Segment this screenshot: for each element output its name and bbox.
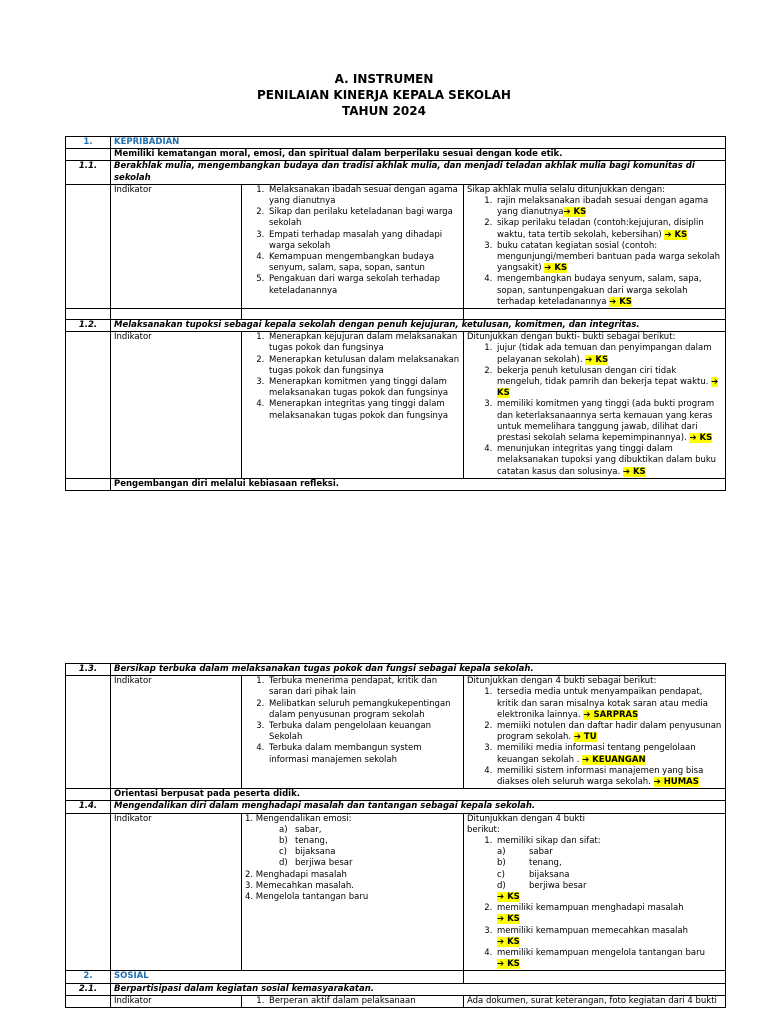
- indicator-list: [242, 813, 464, 971]
- responsible-tag: ➔ KS: [689, 433, 713, 444]
- evidence-cell: [464, 184, 726, 308]
- subsection-row: [66, 801, 726, 813]
- list-item: 3. Memecahkan masalah.: [245, 880, 355, 891]
- evidence-cell: [464, 813, 726, 971]
- responsible-tag: ➔ KS: [497, 377, 719, 399]
- section-header-row: [66, 137, 726, 149]
- section-title: SOSIAL: [111, 971, 464, 983]
- indicator-label: Indikator: [111, 184, 242, 308]
- subsection-title: Mengendalikan diri dalam menghadapi masalah dan tantangan sebagai kepala sekolah.: [111, 801, 726, 813]
- title-line-3: TAHUN 2024: [342, 104, 426, 118]
- responsible-tag: ➔ KS: [664, 229, 688, 240]
- title-line-2: PENILAIAN KINERJA KEPALA SEKOLAH: [257, 88, 511, 102]
- list-item: 1. Mengendalikan emosi:: [245, 813, 352, 824]
- orientation-statement: Orientasi berpusat pada peserta didik.: [111, 789, 726, 801]
- list-item: 2. Menerapkan ketulusan dalam melaksanakan tugas pokok dan fungsinya: [267, 355, 460, 377]
- subsection-title: Bersikap terbuka dalam melaksanakan tugas pokok dan fungsi sebagai kepala sekolah.: [111, 664, 726, 676]
- list-item: 3. memiliki kemampuan memecahkan masalah ➔ KS: [495, 926, 722, 948]
- subsection-number: 1.1.: [66, 161, 111, 184]
- list-item: 1. tersedia media untuk menyampaikan pendapat, kritik dan saran misalnya kotak saran atau media elektronika lainnya. ➔ SARPRAS: [495, 687, 722, 721]
- subsection-title: Berpartisipasi dalam kegiatan sosial kemasyarakatan.: [111, 983, 726, 995]
- page-2: [0, 661, 768, 1024]
- subsection-number: 1.2.: [66, 320, 111, 332]
- list-item: 5. Pengakuan dari warga sekolah terhadap keteladanannya: [267, 274, 460, 296]
- indicator-list: [242, 184, 464, 308]
- sublist: a) sabar, b) tenang, c) bijaksana d) berjiwa besar: [279, 824, 353, 869]
- evidence-intro: Sikap akhlak mulia selalu ditunjukkan dengan:: [467, 184, 666, 195]
- indicator-row: [66, 332, 726, 479]
- evidence-cell: Ada dokumen, surat keterangan, foto kegiatan dari 4 bukti: [464, 995, 726, 1007]
- section-intro-row: [66, 149, 726, 161]
- responsible-tag: ➔ KEUANGAN: [582, 754, 646, 765]
- responsible-tag: ➔ KS: [497, 892, 520, 903]
- section-number: 1.: [66, 137, 111, 149]
- evidence-cell: [464, 332, 726, 479]
- section-header-row: [66, 971, 726, 983]
- subsection-number: 1.3.: [66, 664, 111, 676]
- document-title: [0, 71, 768, 119]
- list-item: 2. Menghadapi masalah: [245, 869, 347, 880]
- list-item: 2. Melibatkan seluruh pemangkukepentingan dalam penyusunan program sekolah: [267, 699, 460, 721]
- list-item: 1. jujur (tidak ada temuan dan penyimpangan dalam pelayanan sekolah). ➔ KS: [495, 343, 722, 365]
- responsible-tag: ➔ KS: [609, 296, 632, 307]
- list-item: 2. memiiki notulen dan daftar hadir dalam penyusunan program sekolah. ➔ TU: [495, 721, 722, 743]
- responsible-tag: ➔ KS: [497, 914, 520, 925]
- list-item: 1. memiliki sikap dan sifat: a) sabar b) tenang, c) bijaksana d) berjiwa besar ➔ KS: [495, 836, 722, 903]
- responsible-tag: ➔ KS: [585, 354, 609, 365]
- list-item: 4. Menerapkan integritas yang tinggi dalam melaksanakan tugas pokok dan fungsinya: [267, 399, 460, 421]
- indicator-label: Indikator: [111, 995, 242, 1007]
- responsible-tag: ➔ KS: [622, 466, 646, 477]
- responsible-tag: ➔ KS: [544, 263, 568, 274]
- list-item: 3. memiliki komitmen yang tinggi (ada bukti program dan keterlaksanaannya serta kemauan yang keras untuk memelihara tanggung jawab, dilihat dari prestasi sekolah selama kepemimpinannya). ➔ KS: [495, 399, 722, 444]
- list-item: 3. buku catatan kegiatan sosial (contoh: mengunjungi/memberi bantuan pada warga sekolah yangsakit) ➔ KS: [495, 241, 722, 275]
- list-item: 4. mengembangkan budaya senyum, salam, sapa, sopan, santunpengakuan dari warga sekolah terhadap keteladanannya ➔ KS: [495, 274, 722, 308]
- list-item: 1. Menerapkan kejujuran dalam melaksanakan tugas pokok dan fungsinya: [267, 332, 460, 354]
- subsection-number: 1.4.: [66, 801, 111, 813]
- responsible-tag: ➔ KS: [497, 959, 520, 970]
- section-title: KEPRIBADIAN: [111, 137, 726, 149]
- statement-row: [66, 789, 726, 801]
- indicator-list: [242, 332, 464, 479]
- indicator-label: Indikator: [111, 676, 242, 789]
- responsible-tag: ➔ TU: [573, 732, 597, 743]
- list-item: 2. memiliki kemampuan menghadapi masalah ➔ KS: [495, 903, 722, 925]
- evidence-intro: Ditunjukkan dengan 4 bukti: [467, 813, 585, 824]
- list-item: 4. memiliki kemampuan mengelola tantangan baru ➔ KS: [495, 948, 722, 970]
- footer-row: [66, 478, 726, 490]
- subsection-row: [66, 161, 726, 184]
- evidence-cell: [464, 676, 726, 789]
- responsible-tag: ➔ HUMAS: [653, 777, 699, 788]
- list-item: 4. menunjukan integritas yang tinggi dalam melaksanakan tupoksi yang dibuktikan dalam buku catatan kasus dan solusinya. ➔ KS: [495, 444, 722, 478]
- responsible-tag: ➔ KS: [497, 936, 520, 947]
- responsible-tag: ➔ SARPRAS: [583, 709, 639, 720]
- list-item: 2. sikap perilaku teladan (contoh:kejujuran, disiplin waktu, tata tertib sekolah, kebersihan) ➔ KS: [495, 218, 722, 240]
- indicator-list: [242, 676, 464, 789]
- title-line-1: A. INSTRUMEN: [334, 72, 434, 86]
- instrument-table-page-1: [65, 136, 726, 491]
- subsection-row: [66, 664, 726, 676]
- instrument-table-page-2: [65, 663, 726, 1008]
- list-item: 1. Melaksanakan ibadah sesuai dengan agama yang dianutnya: [267, 185, 460, 207]
- list-item: 2. Sikap dan perilaku keteladanan bagi warga sekolah: [267, 207, 460, 229]
- list-item: 1. Berperan aktif dalam pelaksanaan: [267, 996, 460, 1007]
- indicator-label: Indikator: [111, 332, 242, 479]
- responsible-tag: ➔ KS: [563, 207, 587, 218]
- indicator-row: [66, 676, 726, 789]
- evidence-intro: Ditunjukkan dengan 4 bukti sebagai berikut:: [467, 676, 657, 687]
- list-item: 1. rajin melaksanakan ibadah sesuai dengan agama yang dianutnya➔ KS: [495, 196, 722, 218]
- subsection-row: [66, 983, 726, 995]
- subsection-title: Melaksanakan tupoksi sebagai kepala sekolah dengan penuh kejujuran, ketulusan, komitmen, dan integritas.: [111, 320, 726, 332]
- list-item: 3. Menerapkan komitmen yang tinggi dalam melaksanakan tugas pokok dan fungsinya: [267, 377, 460, 399]
- sublist: a) sabar b) tenang, c) bijaksana d) berjiwa besar ➔ KS: [497, 847, 587, 903]
- footer-statement: Pengembangan diri melalui kebiasaan refleksi.: [111, 478, 726, 490]
- competency-statement: Memiliki kematangan moral, emosi, dan spiritual dalam berperilaku sesuai dengan kode etik.: [111, 149, 726, 161]
- indicator-row: [66, 813, 726, 971]
- empty-row: [66, 309, 726, 320]
- list-item: 2. bekerja penuh ketulusan dengan ciri tidak mengeluh, tidak pamrih dan bekerja tepat waktu. ➔ KS: [495, 366, 722, 400]
- list-item: 3. memiliki media informasi tentang pengelolaan keuangan sekolah . ➔ KEUANGAN: [495, 743, 722, 765]
- subsection-number: 2.1.: [66, 983, 111, 995]
- indicator-row: [66, 184, 726, 308]
- list-item: 3. Empati terhadap masalah yang dihadapi warga sekolah: [267, 230, 460, 252]
- list-item: 4. Kemampuan mengembangkan budaya senyum, salam, sapa, sopan, santun: [267, 252, 460, 274]
- section-number: 2.: [66, 971, 111, 983]
- indicator-list: [242, 995, 464, 1007]
- list-item: 1. Terbuka menerima pendapat, kritik dan saran dari pihak lain: [267, 676, 460, 698]
- list-item: 4. memiliki sistem informasi manajemen yang bisa diakses oleh seluruh warga sekolah. ➔ HUMAS: [495, 766, 722, 788]
- subsection-row: [66, 320, 726, 332]
- subsection-title: Berakhlak mulia, mengembangkan budaya dan tradisi akhlak mulia, dan menjadi teladan akhlak mulia bagi komunitas di sekolah: [111, 161, 726, 184]
- evidence-intro: Ditunjukkan dengan bukti- bukti sebagai berikut:: [467, 332, 676, 343]
- list-item: 4. Mengelola tantangan baru: [245, 892, 369, 903]
- indicator-label: Indikator: [111, 813, 242, 971]
- indicator-row: [66, 995, 726, 1007]
- list-item: 4. Terbuka dalam membangun system informasi manajemen sekolah: [267, 743, 460, 765]
- evidence-intro-2: berikut:: [467, 824, 500, 835]
- list-item: 3. Terbuka dalam pengelolaan keuangan Sekolah: [267, 721, 460, 743]
